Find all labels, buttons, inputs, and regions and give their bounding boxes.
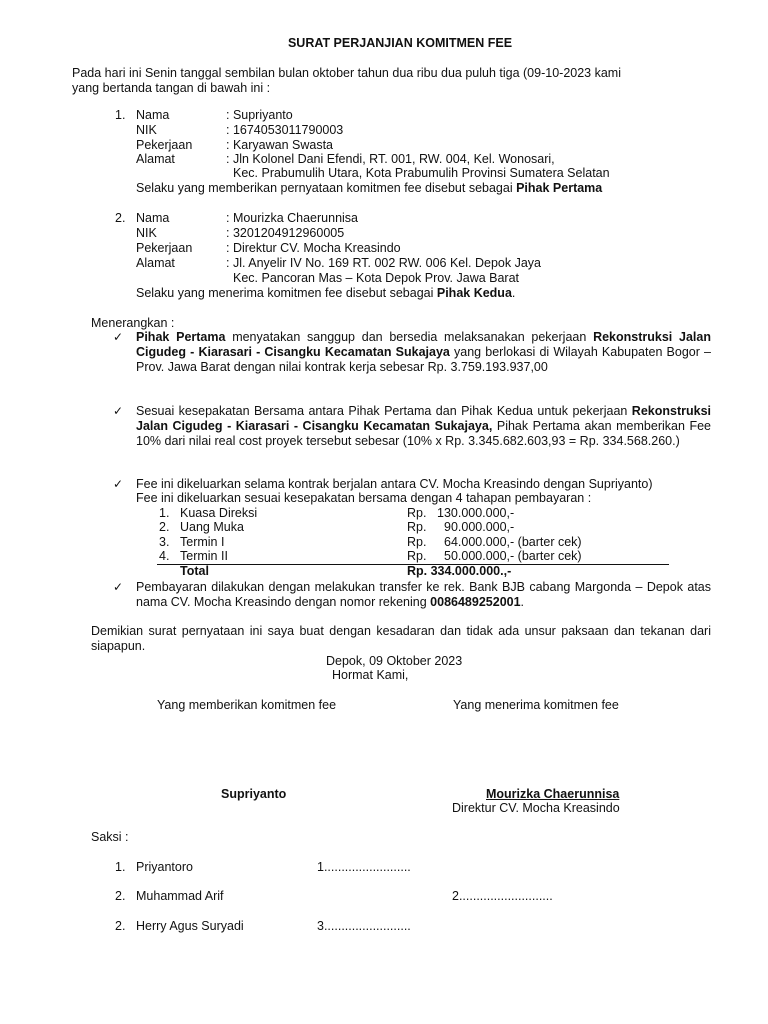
party-2-nik-value: : 3201204912960005	[226, 226, 345, 240]
payment-no: 1.	[159, 506, 170, 520]
payment-amount: 90.000.000,-	[444, 520, 515, 534]
statement-3-line-1: Fee ini dikeluarkan selama kontrak berjalan antara CV. Mocha Kreasindo dengan Supriyanto)	[136, 477, 653, 491]
party-1-name-label: Nama	[136, 108, 170, 122]
party-1-number: 1.	[115, 108, 126, 122]
check-icon: ✓	[113, 330, 124, 344]
payment-currency: Rp.	[407, 520, 427, 534]
place-date: Depok, 09 Oktober 2023	[326, 654, 463, 668]
statement-1-text-1: menyatakan sanggup dan bersedia melaksanakan pekerjaan	[225, 330, 594, 344]
statement-1-bold-2: Rekonstruksi Jalan Cigudeg - Kiarasari - Cisangku Kecamatan Sukajaya	[136, 330, 711, 359]
check-icon: ✓	[113, 404, 124, 418]
party-2-role-end: .	[511, 286, 516, 300]
party-2-nik-label: NIK	[136, 226, 157, 240]
menerangkan-label: Menerangkan :	[91, 316, 175, 330]
statement-4-account-number: 0086489252001	[430, 595, 521, 609]
statement-3-line-2: Fee ini dikeluarkan sesuai kesepakatan bersama dengan 4 tahapan pembayaran :	[136, 491, 592, 505]
receiver-signatory-name: Mourizka Chaerunnisa	[486, 787, 620, 801]
party-2-address-line-2: Kec. Pancoran Mas – Kota Depok Prov. Jawa Barat	[233, 271, 520, 285]
witness-name: Priyantoro	[136, 860, 193, 874]
document-title: SURAT PERJANJIAN KOMITMEN FEE	[287, 36, 513, 50]
statement-2-text-2: Pihak Pertama akan memberikan Fee 10% dari nilai real cost proyek tersebut sebesar (10% x Rp. 3.345.682.603,93 = Rp. 334.568.260.)	[136, 419, 712, 448]
party-1-role	[136, 181, 602, 196]
giver-label: Yang memberikan komitmen fee	[157, 698, 337, 712]
party-1-address-label: Alamat	[136, 152, 175, 166]
regards: Hormat Kami,	[332, 668, 409, 682]
intro-line-2: yang bertanda tangan di bawah ini :	[72, 81, 271, 95]
party-2-role	[136, 286, 515, 301]
statement-1-text-2: yang berlokasi di Wilayah Kabupaten Bogor – Prov. Jawa Barat dengan nilai kontrak kerja sebesar Rp. 3.759.193.937,00	[136, 345, 711, 374]
witness-signature-line: 3.........................	[317, 919, 411, 933]
witness-name: Muhammad Arif	[136, 889, 224, 903]
statement-4-text-1: Pembayaran dilakukan dengan melakukan transfer ke rek. Bank BJB cabang Margonda – Depok atas nama CV. Mocha Kreasindo dengan nomor rekening	[136, 580, 711, 609]
party-1-role-bold: Pihak Pertama	[516, 181, 603, 195]
statement-2-bold-1: Rekonstruksi Jalan Cigudeg - Kiarasari - Cisangku Kecamatan Sukajaya,	[136, 404, 711, 433]
party-2-role-bold: Pihak Kedua	[436, 286, 512, 300]
statement-2	[136, 404, 711, 449]
check-icon: ✓	[113, 580, 124, 594]
payment-currency: Rp.	[407, 506, 427, 520]
statement-2-text-1: Sesuai kesepakatan Bersama antara Pihak Pertama dan Pihak Kedua untuk pekerjaan	[136, 404, 632, 418]
receiver-label: Yang menerima komitmen fee	[453, 698, 619, 712]
witness-name: Herry Agus Suryadi	[136, 919, 244, 933]
statement-4-text-2: .	[520, 595, 525, 609]
payment-amount: 130.000.000,-	[437, 506, 515, 520]
payment-currency: Rp.	[407, 549, 427, 563]
check-icon: ✓	[113, 477, 124, 491]
giver-signatory-name: Supriyanto	[221, 787, 287, 801]
closing-paragraph: Demikian surat pernyataan ini saya buat dengan kesadaran dan tidak ada unsur paksaan dan tekanan dari siapapun.	[91, 624, 711, 653]
payment-amount: 50.000.000,- (barter cek)	[444, 549, 582, 563]
witness-number: 1.	[115, 860, 126, 874]
payment-no: 4.	[159, 549, 170, 563]
party-1-address-value: : Jln Kolonel Dani Efendi, RT. 001, RW. 004, Kel. Wonosari,	[226, 152, 555, 166]
payment-name: Termin II	[180, 549, 228, 563]
party-1-job-value: : Karyawan Swasta	[226, 138, 333, 152]
party-2-address-label: Alamat	[136, 256, 175, 270]
party-2-role-text: Selaku yang menerima komitmen fee disebut sebagai	[136, 286, 437, 300]
total-label: Total	[180, 564, 209, 578]
party-2-job-label: Pekerjaan	[136, 241, 193, 255]
party-2-name-value: : Mourizka Chaerunnisa	[226, 211, 359, 225]
witness-signature-line: 2...........................	[452, 889, 553, 903]
party-1-name-value: : Supriyanto	[226, 108, 293, 122]
party-2-number: 2.	[115, 211, 126, 225]
witness-signature-line: 1.........................	[317, 860, 411, 874]
payment-name: Kuasa Direksi	[180, 506, 258, 520]
statement-1	[136, 330, 711, 375]
party-1-nik-label: NIK	[136, 123, 157, 137]
payment-currency: Rp.	[407, 535, 427, 549]
payment-name: Termin I	[180, 535, 225, 549]
receiver-signatory-title: Direktur CV. Mocha Kreasindo	[452, 801, 620, 815]
party-2-name-label: Nama	[136, 211, 170, 225]
statement-1-bold-1: Pihak Pertama	[136, 330, 226, 344]
party-2-address-value: : Jl. Anyelir IV No. 169 RT. 002 RW. 006 Kel. Depok Jaya	[226, 256, 541, 270]
party-2-job-value: : Direktur CV. Mocha Kreasindo	[226, 241, 401, 255]
witness-number: 2.	[115, 889, 126, 903]
payment-no: 2.	[159, 520, 170, 534]
intro-line-1: Pada hari ini Senin tanggal sembilan bulan oktober tahun dua ribu dua puluh tiga (09-10-2023 kami	[72, 66, 621, 80]
witness-number: 2.	[115, 919, 126, 933]
party-1-job-label: Pekerjaan	[136, 138, 193, 152]
payment-amount: 64.000.000,- (barter cek)	[444, 535, 582, 549]
payment-name: Uang Muka	[180, 520, 244, 534]
statement-4	[136, 580, 711, 610]
party-1-nik-value: : 1674053011790003	[226, 123, 344, 137]
total-value: Rp. 334.000.000.,-	[407, 564, 512, 578]
payment-no: 3.	[159, 535, 170, 549]
witness-heading: Saksi :	[91, 830, 129, 844]
party-1-role-text: Selaku yang memberikan pernyataan komitmen fee disebut sebagai	[136, 181, 517, 195]
party-1-address-line-2: Kec. Prabumulih Utara, Kota Prabumulih Provinsi Sumatera Selatan	[233, 166, 610, 180]
